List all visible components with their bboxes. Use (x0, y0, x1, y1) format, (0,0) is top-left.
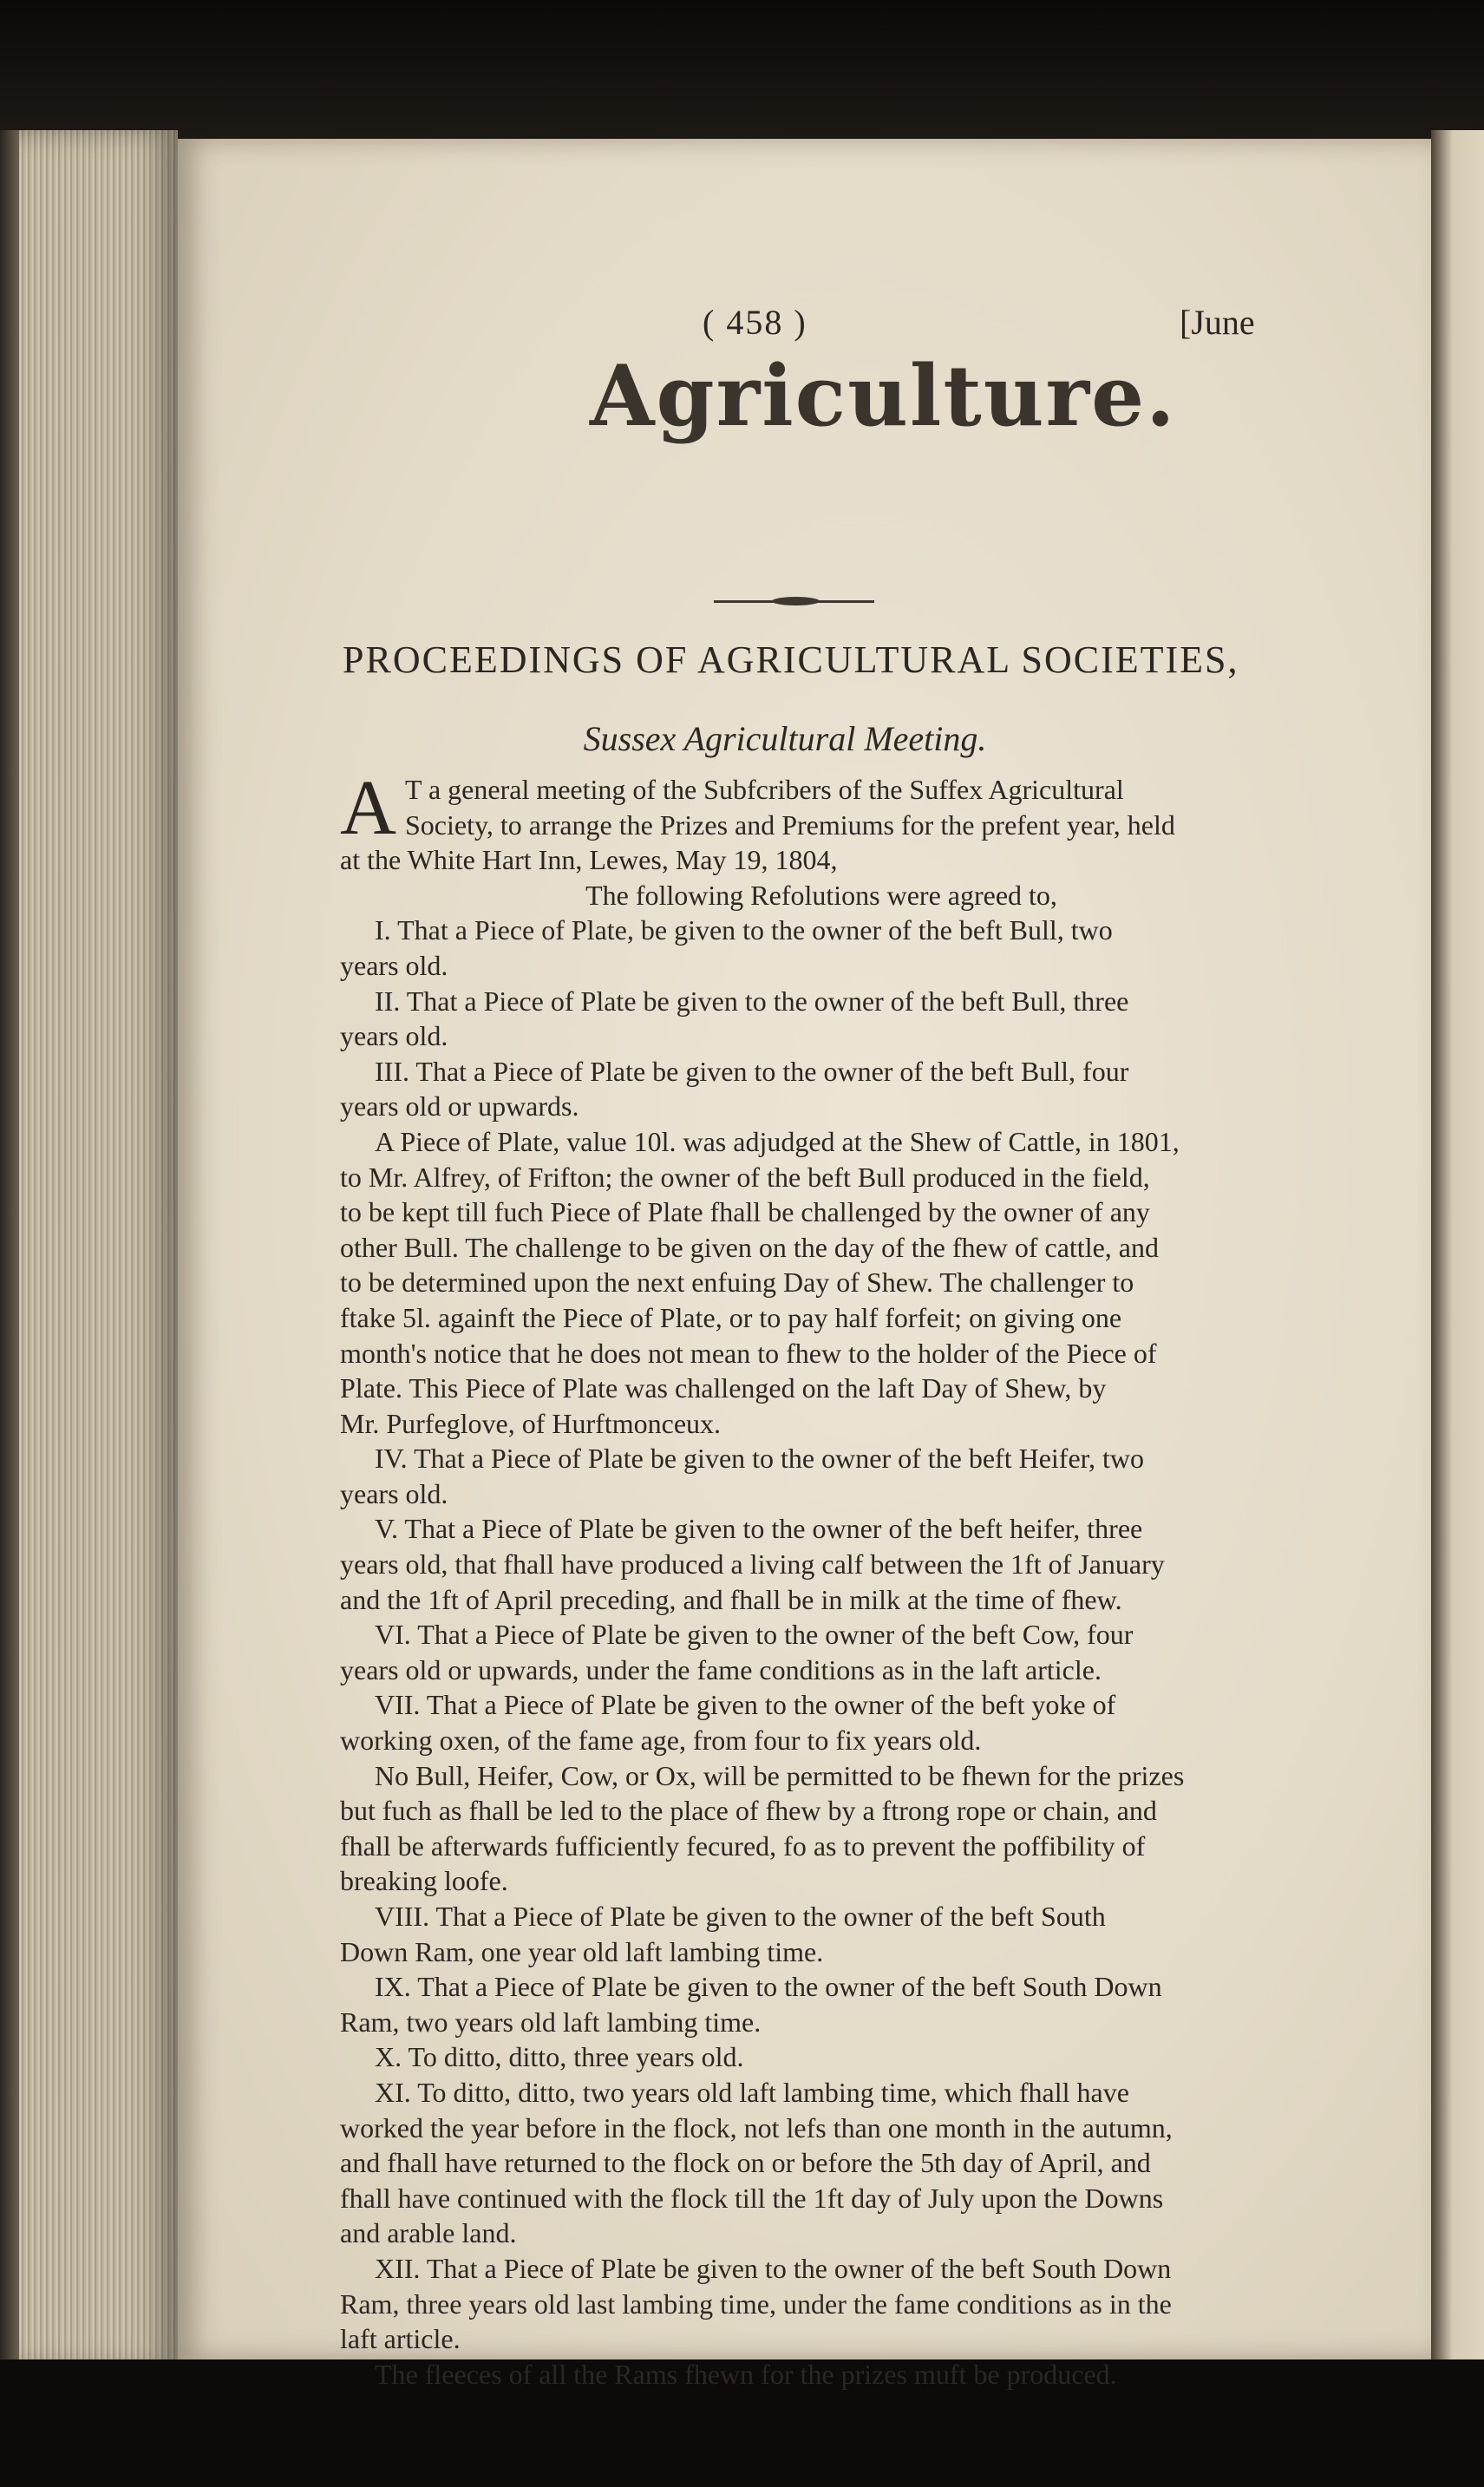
text-line: at the White Hart Inn, Lewes, May 19, 1804, (340, 844, 838, 876)
text-line: V. That a Piece of Plate be given to the owner of the beft heifer, three (375, 1513, 1143, 1545)
article-body (340, 765, 1303, 2392)
text-line: IX. That a Piece of Plate be given to the owner of the beft South Down (375, 1971, 1162, 2003)
text-line: VI. That a Piece of Plate be given to the owner of the beft Cow, four (375, 1619, 1134, 1651)
text-line: Society, to arrange the Prizes and Premiums for the prefent year, held (405, 808, 1175, 841)
text-line: breaking loofe. (340, 1865, 508, 1897)
text-line: and arable land. (340, 2217, 517, 2249)
text-line: VIII. That a Piece of Plate be given to the owner of the beft South (375, 1901, 1106, 1932)
text-line: to be determined upon the next enfuing Day of Shew. The challenger to (340, 1266, 1134, 1299)
text-line: worked the year before in the flock, not lefs than one month in the autumn, (340, 2111, 1173, 2143)
ornamental-rule-center (772, 597, 820, 605)
text-line: to Mr. Alfrey, of Frifton; the owner of the beft Bull produced in the field, (340, 1161, 1150, 1193)
book-page-edges (0, 130, 178, 2368)
section-title: PROCEEDINGS OF AGRICULTURAL SOCIETIES, (343, 638, 1239, 681)
text-line: years old or upwards. (340, 1090, 579, 1122)
text-line: Ram, three years old last lambing time, under the fame conditions as in the (340, 2287, 1172, 2320)
page-title: Agriculture. (590, 347, 1177, 445)
text-line: Ram, two years old laft lambing time. (340, 2006, 762, 2038)
text-line: month's notice that he does not mean to fhew to the holder of the Piece of (340, 1337, 1157, 1369)
text-line: The fleeces of all the Rams fhewn for the prizes muft be produced. (375, 2358, 1117, 2390)
text-line: years old. (340, 1020, 448, 1052)
text-line: years old, that fhall have produced a living calf between the 1ft of January (340, 1548, 1165, 1581)
text-line: II. That a Piece of Plate be given to the owner of the beft Bull, three (375, 985, 1129, 1017)
text-line: Mr. Purfeglove, of Hurftmonceux. (340, 1407, 722, 1439)
text-line: XI. To ditto, ditto, two years old laft lambing time, which fhall have (375, 2076, 1129, 2108)
text-line: working oxen, of the fame age, from four to fix years old. (340, 1725, 982, 1757)
text-line: fhall have continued with the flock till the 1ft day of July upon the Downs (340, 2182, 1164, 2214)
text-line: T a general meeting of the Subfcribers of the Suffex Agricultural (405, 774, 1124, 805)
text-line: IV. That a Piece of Plate be given to the owner of the beft Heifer, two (375, 1443, 1145, 1475)
text-line: laft article. (340, 2323, 461, 2355)
facing-page (1431, 130, 1484, 2368)
text-line: ftake 5l. againft the Piece of Plate, or to pay half forfeit; on giving one (340, 1301, 1122, 1333)
text-line: but fuch as fhall be led to the place of fhew by a ftrong rope or chain, and (340, 1795, 1157, 1827)
text-line: and the 1ft of April preceding, and fhall be in milk at the time of fhew. (340, 1583, 1122, 1615)
drop-cap: A (340, 765, 396, 851)
text-line: No Bull, Heifer, Cow, or Ox, will be permitted to be fhewn for the prizes (375, 1759, 1185, 1791)
text-line: A Piece of Plate, value 10l. was adjudged at the Shew of Cattle, in 1801, (375, 1125, 1180, 1157)
text-line: X. To ditto, ditto, three years old. (375, 2041, 744, 2073)
book-spine (0, 130, 19, 2368)
text-line: The following Refolutions were agreed to, (585, 879, 1057, 911)
article-subtitle: Sussex Agricultural Meeting. (583, 719, 987, 758)
background-top (0, 0, 1484, 143)
page-number: ( 458 ) (703, 303, 807, 342)
text-line: and fhall have returned to the flock on or before the 5th day of April, and (340, 2147, 1151, 2179)
running-head-month: [June (1180, 303, 1255, 342)
text-line: Plate. This Piece of Plate was challenged on the laft Day of Shew, by (340, 1372, 1107, 1404)
text-line: XII. That a Piece of Plate be given to the owner of the beft South Down (375, 2252, 1172, 2284)
text-line: other Bull. The challenge to be given on the day of the fhew of cattle, and (340, 1231, 1159, 1263)
text-line: to be kept till fuch Piece of Plate fhall be challenged by the owner of any (340, 1196, 1150, 1228)
text-line: VII. That a Piece of Plate be given to the owner of the beft yoke of (375, 1689, 1116, 1721)
text-line: years old. (340, 1477, 448, 1509)
text-line: fhall be afterwards fufficiently fecured, fo as to prevent the poffibility of (340, 1829, 1146, 1862)
text-line: III. That a Piece of Plate be given to the owner of the beft Bull, four (375, 1055, 1129, 1087)
text-line: years old or upwards, under the fame conditions as in the laft article. (340, 1653, 1102, 1685)
text-line: years old. (340, 949, 448, 981)
book-page (178, 139, 1431, 2390)
text-line: Down Ram, one year old laft lambing time. (340, 1935, 824, 1967)
text-line: I. That a Piece of Plate, be given to the owner of the beft Bull, two (375, 914, 1113, 946)
